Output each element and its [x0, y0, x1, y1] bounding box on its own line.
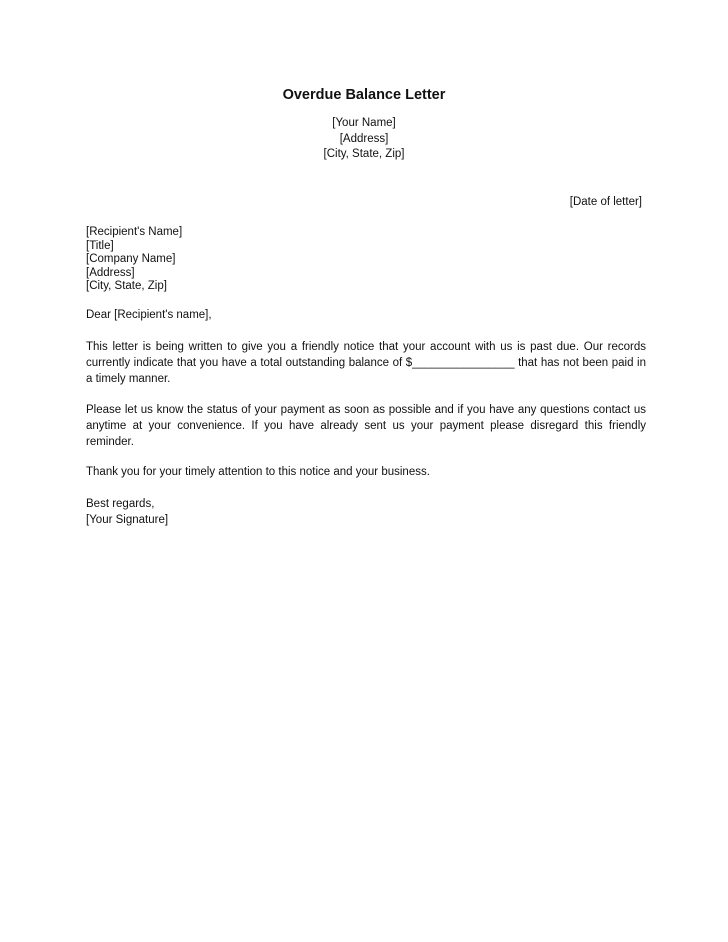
- letter-date: [Date of letter]: [569, 196, 642, 208]
- recipient-name: [Recipient's Name]: [86, 226, 183, 238]
- body-paragraph-status: Please let us know the status of your payment as soon as possible and if you have any questions contact us anytime at your convenience. If you have already sent us your payment please disregard this friendly reminder.: [86, 404, 646, 448]
- body-paragraph-notice: This letter is being written to give you a friendly notice that your account with us is past due. Our records currently indicate that you have a total outstanding balance of $________________ that has not been paid in a timely manner.: [86, 341, 646, 385]
- signature: [Your Signature]: [86, 514, 169, 526]
- sender-city-state-zip: [City, State, Zip]: [323, 148, 405, 160]
- recipient-company: [Company Name]: [86, 253, 176, 266]
- closing-block: [86, 496, 168, 528]
- salutation: Dear [Recipient's name],: [86, 309, 212, 321]
- recipient-block: [86, 226, 182, 294]
- body-paragraph-thanks: Thank you for your timely attention to this notice and your business.: [86, 466, 430, 478]
- recipient-address: [Address]: [86, 266, 135, 279]
- letter-title: Overdue Balance Letter: [282, 87, 446, 103]
- closing-phrase: Best regards,: [86, 498, 155, 510]
- sender-name: [Your Name]: [332, 117, 396, 129]
- sender-address: [Address]: [339, 132, 389, 145]
- sender-block: [0, 116, 728, 163]
- recipient-city-state-zip: [City, State, Zip]: [86, 280, 167, 293]
- recipient-title: [Title]: [86, 239, 114, 252]
